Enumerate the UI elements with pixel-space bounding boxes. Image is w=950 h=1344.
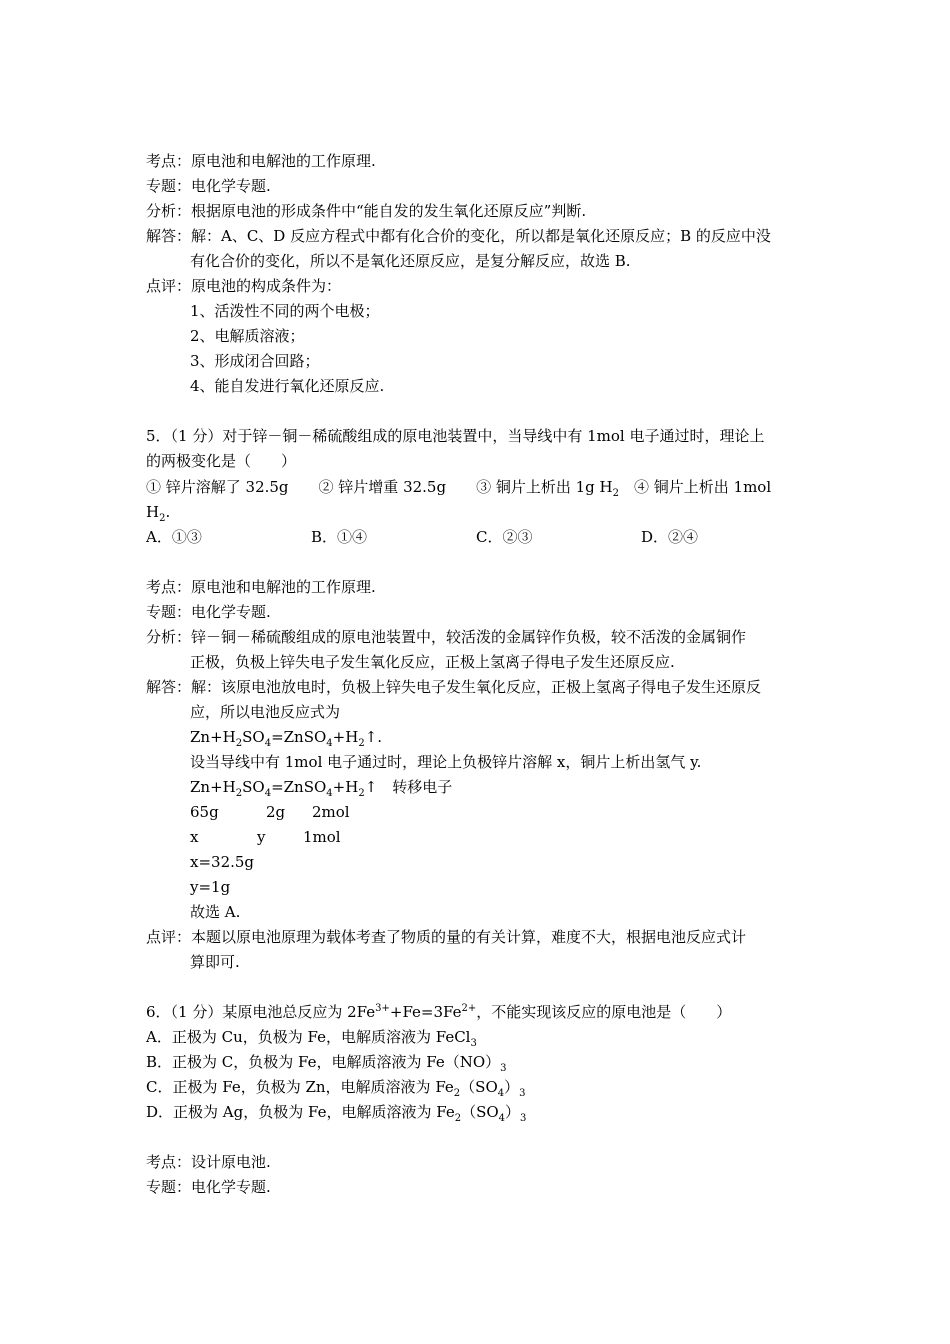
q6-kaodian: 考点：设计原电池. [146, 1153, 271, 1171]
zhuanti-line: 专题：电化学专题. [146, 177, 271, 195]
condition-1: 1、活泼性不同的两个电极； [190, 302, 380, 320]
condition-3: 3、形成闭合回路； [190, 352, 320, 370]
q5-zhuanti: 专题：电化学专题. [146, 603, 271, 621]
ratio-cell: 2g [266, 803, 286, 821]
q5-jieda-1: 解答：解：该原电池放电时，负极上锌失电子发生氧化反应，正极上氢离子得电子发生还原反 [146, 678, 762, 696]
q6-option-a: A．正极为 Cu，负极为 Fe，电解质溶液为 FeCl$_3$ [146, 1028, 477, 1049]
jieda-line-1: 解答：解：A、C、D 反应方程式中都有化合价的变化，所以都是氧化还原反应；B 的反应中没 [146, 227, 771, 245]
q5-x-value: x=32.5g [190, 853, 255, 871]
jieda-line-2: 有化合价的变化，所以不是氧化还原反应，是复分解反应，故选 B. [190, 252, 631, 270]
q5-option-b: B．①④ [311, 528, 368, 546]
kaodian-line: 考点：原电池和电解池的工作原理. [146, 152, 376, 170]
q5-option-c: C．②③ [476, 528, 533, 546]
q5-fenxi-1: 分析：锌－铜－稀硫酸组成的原电池装置中，较活泼的金属锌作负极，较不活泼的金属铜作 [146, 628, 747, 646]
q5-statements-cont: $H_2$. [146, 503, 171, 524]
condition-2: 2、电解质溶液； [190, 327, 305, 345]
condition-4: 4、能自发进行氧化还原反应. [190, 377, 385, 395]
fenxi-line: 分析：根据原电池的形成条件中“能自发的发生氧化还原反应”判断. [146, 202, 587, 220]
dianping-line: 点评：原电池的构成条件为： [146, 277, 342, 295]
ratio-cell: 1mol [303, 828, 341, 846]
q5-jieda-2: 应，所以电池反应式为 [190, 703, 341, 721]
ratio-cell: 2mol [312, 803, 350, 821]
q6-option-d: D．正极为 Ag，负极为 Fe，电解质溶液为 $Fe_2(SO_4)_3$ [146, 1103, 527, 1124]
q5-stem-line-2: 的两极变化是（ ） [146, 452, 297, 470]
q5-fenxi-2: 正极，负极上锌失电子发生氧化反应，正极上氢离子得电子发生还原反应. [190, 653, 675, 671]
q5-option-d: D．②④ [641, 528, 699, 546]
ratio-cell: x [190, 828, 199, 846]
ratio-cell: 65g [190, 803, 219, 821]
q5-stem-line-1: 5．（1 分）对于锌－铜－稀硫酸组成的原电池装置中，当导线中有 1mol 电子通过时，理论上 [146, 427, 765, 445]
q5-dianping-2: 算即可. [190, 953, 240, 971]
q5-equation-2: $Zn+H_2SO_4=ZnSO_4+H_2↑$ 转移电子 [190, 778, 453, 799]
q5-equation: $Zn+H_2SO_4=ZnSO_4+H_2↑$. [190, 728, 383, 749]
q5-dianping-1: 点评：本题以原电池原理为载体考查了物质的量的有关计算，难度不大，根据电池反应式计 [146, 928, 747, 946]
q6-zhuanti: 专题：电化学专题. [146, 1178, 271, 1196]
q6-option-b: B．正极为 C，负极为 Fe，电解质溶液为 $Fe(NO)_3$ [146, 1053, 507, 1074]
ratio-cell: y [257, 828, 266, 846]
q6-option-c: C．正极为 Fe，负极为 Zn，电解质溶液为 $Fe_2(SO_4)_3$ [146, 1078, 526, 1099]
q5-choice: 故选 A. [190, 903, 241, 921]
q5-option-a: A．①③ [146, 528, 202, 546]
q6-stem: 6．（1 分）某原电池总反应为 $2Fe^{3+}+Fe=3Fe^{2+}$，不能实现该反应的原电池是（ ） [146, 1003, 732, 1021]
q5-statements: ① 锌片溶解了 32.5g ② 锌片增重 32.5g ③ 铜片上析出 1g $H_2$ ④ 铜片上析出 1mol [146, 478, 772, 499]
q5-jieda-3: 设当导线中有 1mol 电子通过时，理论上负极锌片溶解 x，铜片上析出氢气 y. [190, 753, 702, 771]
q5-kaodian: 考点：原电池和电解池的工作原理. [146, 578, 376, 596]
q5-y-value: y=1g [190, 878, 231, 896]
